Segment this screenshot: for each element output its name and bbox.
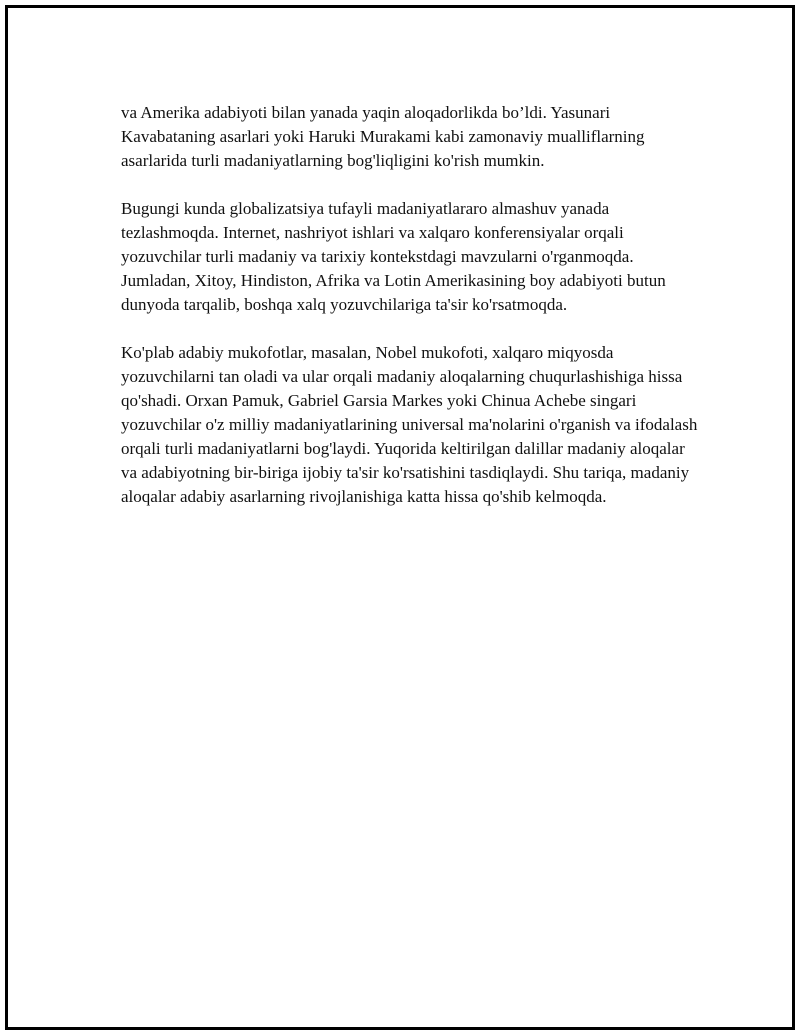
paragraph-3: Ko'plab adabiy mukofotlar, masalan, Nobel mukofoti, xalqaro miqyosda yozuvchilarni tan oladi va ular orqali madaniy aloqalarning chuqurlashishiga hissa qo'shadi. Orxan Pamuk, Gabriel Garsia Markes yoki Chinua Achebe singari yozuvchilar o'z milliy madaniyatlarining universal ma'nolarini o'rganish va ifodalash orqali turli madaniyatlarni bog'laydi. Yuqorida keltirilgan dalillar madaniy aloqalar va adabiyotning bir-biriga ijobiy ta'sir ko'rsatishini tasdiqlaydi. Shu tariqa, madaniy aloqalar adabiy asarlarning rivojlanishiga katta hissa qo'shib kelmoqda. — [121, 343, 698, 506]
paragraph-1: va Amerika adabiyoti bilan yanada yaqin aloqadorlikda bo’ldi. Yasunari Kavabataning asarlari yoki Haruki Murakami kabi zamonaviy mualliflarning asarlarida turli madaniyatlarning bog'liqligini ko'rish mumkin. — [121, 103, 645, 170]
document-body — [121, 101, 701, 533]
paragraph-2: Bugungi kunda globalizatsiya tufayli madaniyatlararo almashuv yanada tezlashmoqda. Internet, nashriyot ishlari va xalqaro konferensiyalar orqali yozuvchilar turli madaniy va tarixiy kontekstdagi mavzularni o'rganmoqda. Jumladan, Xitoy, Hindiston, Afrika va Lotin Amerikasining boy adabiyoti butun dunyoda tarqalib, boshqa xalq yozuvchilariga ta'sir ko'rsatmoqda. — [121, 199, 666, 314]
page-frame — [5, 5, 795, 1030]
